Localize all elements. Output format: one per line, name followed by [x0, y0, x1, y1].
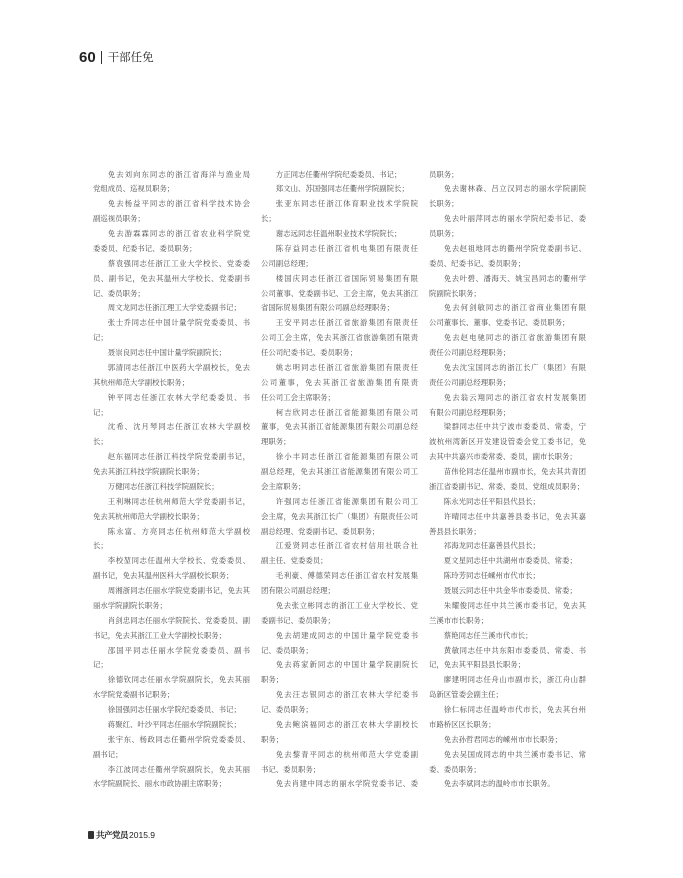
text-line: 员职务； [429, 229, 459, 238]
text-line: 许晴同志任中共嘉善县委书记，免去其嘉 [443, 511, 586, 521]
appointment-paragraph [93, 346, 250, 361]
text-line: 免去刘向东同志的浙江省海洋与渔业局 [107, 169, 250, 179]
text-line: 梁群同志任中共宁波市委委员、常委，宁 [443, 422, 586, 432]
text-line: 免去杨益平同志的浙江省科学技术协会 [107, 199, 250, 209]
text-line: 免去张立彬同志的浙江工业大学校长、党 [275, 600, 418, 610]
text-line: 副巡视员职务； [93, 214, 145, 224]
appointment-paragraph [429, 242, 586, 272]
text-line: 党组成员、巡视员职务； [93, 184, 175, 194]
text-line: 陈玲芳同志任嵊州市代市长； [443, 571, 540, 581]
text-line: 有限公司副总经理职务； [429, 407, 511, 417]
appointment-paragraph [93, 703, 250, 718]
text-line: 免去其杭州师范大学副校长职务； [93, 511, 204, 521]
text-line: 水学院副院长、丽水市政协副主席职务； [93, 779, 227, 789]
magazine-emblem-icon [88, 831, 94, 839]
appointment-paragraph [93, 227, 250, 257]
text-line: 记； [93, 333, 108, 343]
text-line: 书记、委员职务； [261, 764, 321, 774]
appointment-paragraph [429, 391, 586, 421]
text-line: 记，免去其平阳县县长职务； [429, 660, 526, 670]
text-line: 免去鲍滨福同志的浙江农林大学副校长 [275, 719, 418, 729]
text-line: 职务； [261, 734, 284, 744]
appointment-paragraph [93, 733, 250, 763]
text-line: 委员、纪委书记、委员职务； [429, 258, 526, 268]
appointment-paragraph [261, 748, 418, 778]
text-line: 会主席职务； [261, 481, 306, 491]
appointment-paragraph [261, 272, 418, 317]
page-number: 60 [79, 48, 96, 66]
text-line: 徐小丰同志任浙江省能源集团有限公司 [275, 452, 418, 462]
text-line: 免去吴国成同志的中共兰溪市委书记、常 [443, 749, 586, 759]
text-line: 团有限公司副总经理； [261, 586, 335, 595]
text-line: 记； [93, 660, 108, 670]
text-line: 姚志明同志任浙江省旅游集团有限责任 [275, 362, 418, 372]
text-line: 善县县长职务； [429, 526, 481, 536]
text-line: 书记，免去其浙江工业大学副校长职务； [93, 630, 227, 640]
text-line: 免去蒋家新同志的中国计量学院副院长 [275, 660, 418, 670]
text-line: 楼国庆同志任浙江省国际贸易集团有限 [275, 273, 418, 283]
text-line: 员、副书记，免去其温州大学校长、党委副书 [93, 273, 250, 283]
appointment-paragraph [429, 465, 586, 495]
text-line: 李校堃同志任温州大学校长、党委委员、 [107, 556, 250, 566]
appointment-paragraph [429, 495, 586, 510]
text-line: 陈存益同志任浙江省机电集团有限责任 [275, 243, 418, 253]
appointment-paragraph [261, 718, 418, 748]
text-line: 张亚东同志任浙江体育职业技术学院院 [275, 199, 418, 209]
text-line: 赵东福同志任浙江科技学院党委副书记， [107, 452, 250, 462]
text-line: 记； [93, 407, 108, 417]
appointment-paragraph [93, 584, 250, 614]
appointment-paragraph [429, 703, 586, 733]
text-line: 水学院党委副书记职务； [93, 690, 175, 700]
appointment-paragraph [429, 584, 586, 599]
appointment-paragraph [93, 168, 250, 198]
text-line: 免去赵祖地同志的衢州学院党委副书记、 [443, 243, 586, 253]
text-line: 免去叶丽萍同志的丽水学院纪委书记、委 [443, 214, 586, 224]
appointment-paragraph [261, 539, 418, 569]
text-line: 职务； [261, 675, 284, 685]
text-line: 张宇东、杨政同志任衢州学院党委委员、 [107, 734, 250, 744]
text-line: 免去何剑敏同志的浙江省商业集团有限 [443, 303, 586, 313]
appointment-paragraph [429, 569, 586, 584]
text-line: 徐仁标同志任温岭市代市长，免去其台州 [443, 705, 586, 714]
text-line: 免去汪志银同志的浙江农林大学纪委书 [275, 690, 418, 700]
text-line: 员职务； [429, 169, 459, 179]
text-line: 夏文星同志任中共湖州市委委员、常委； [443, 556, 577, 566]
text-line: 免去游霖霖同志的浙江省农业科学院党 [107, 229, 250, 238]
text-line: 免去黎青平同志的杭州师范大学党委副 [275, 749, 418, 759]
appointment-paragraph [261, 316, 418, 361]
appointment-paragraph [429, 510, 586, 540]
text-line: 其杭州师范大学副校长职务； [93, 377, 190, 387]
text-line: 徐国强同志任丽水学院纪委委员、书记； [107, 705, 241, 714]
text-line: 王利琳同志任杭州师范大学党委副书记， [107, 496, 250, 506]
text-line: 祁海龙同志任嘉善县代县长； [443, 541, 540, 551]
text-line: 张士乔同志任中国计量学院党委委员、书 [107, 318, 250, 328]
text-line: 陈永富、方亮同志任杭州师范大学副校 [107, 526, 250, 536]
text-line: 蔡艳同志任兰溪市代市长； [443, 630, 533, 640]
appointment-paragraph [429, 212, 586, 242]
appointment-paragraph [429, 733, 586, 748]
text-line: 聂崇良同志任中国计量学院副院长； [107, 348, 227, 357]
text-line: 免去胡建成同志的中国计量学院党委书 [275, 630, 418, 640]
appointment-paragraph [429, 748, 586, 778]
appointment-paragraph [93, 391, 250, 421]
appointment-paragraph [93, 480, 250, 495]
appointment-paragraph [261, 242, 418, 272]
text-line: 钟平同志任浙江农林大学纪委委员、书 [107, 392, 250, 402]
text-line: 长职务； [429, 199, 459, 209]
appointment-paragraph [93, 420, 250, 450]
text-line: 公司副总经理； [261, 258, 313, 268]
text-line: 委委员、纪委书记、委员职务； [93, 243, 197, 253]
text-line: 免去李斌同志的温岭市市长职务。 [443, 779, 555, 789]
text-line: 廖建明同志任舟山市副市长，浙江舟山群 [443, 675, 586, 685]
appointment-paragraph [261, 197, 418, 227]
appointment-paragraph [261, 182, 418, 197]
text-line: 邵国平同志任丽水学院党委委员、副书 [107, 645, 250, 655]
text-line: 公司董事长、董事、党委书记、委员职务； [429, 318, 570, 328]
text-line: 谢志远同志任温州职业技术学院院长； [275, 229, 402, 238]
appointment-paragraph [429, 182, 586, 212]
text-line: 陈永光同志任平阳县代县长； [443, 496, 540, 506]
text-column-1 [93, 168, 250, 793]
text-line: 长； [93, 437, 108, 447]
appointment-paragraph [93, 644, 250, 674]
appointment-paragraph [261, 569, 418, 599]
text-line: 责任公司副总经理职务； [429, 377, 511, 387]
text-line: 沈希、沈月琴同志任浙江农林大学副校 [107, 422, 250, 432]
text-line: 江爱贤同志任浙江省农村信用社联合社 [275, 541, 418, 551]
appointment-paragraph [261, 450, 418, 495]
text-line: 公司董事、党委副书记、工会主席，免去其浙江 [261, 288, 418, 298]
appointment-paragraph [93, 316, 250, 346]
text-line: 责任公司副总经理职务； [429, 348, 511, 357]
text-line: 公司董事，免去其浙江省旅游集团有限责 [261, 377, 418, 387]
appointment-paragraph [93, 450, 250, 480]
text-line: 副书记； [93, 749, 123, 759]
appointment-paragraph [429, 599, 586, 629]
text-line: 任公司纪委书记、委员职务； [261, 348, 358, 357]
appointment-paragraph [429, 272, 586, 302]
issue-date: 2015.9 [129, 830, 156, 840]
text-line: 副总经理、党委副书记、委员职务； [261, 526, 380, 536]
text-line: 苗伟伦同志任温州市副市长，免去其共青团 [443, 467, 586, 476]
text-line: 委副书记、委员职务； [261, 615, 335, 625]
text-line: 免去肖建中同志的丽水学院党委书记、委 [275, 779, 418, 789]
appointment-paragraph [429, 539, 586, 554]
text-line: 柯吉欣同志任浙江省能源集团有限公司 [275, 407, 418, 417]
text-line: 岛新区管委会副主任； [429, 690, 503, 700]
magazine-name: 共产党员 [96, 831, 129, 841]
text-line: 副总经理，免去其浙江省能源集团有限公司工 [261, 467, 418, 476]
text-line: 长； [93, 541, 108, 551]
text-line: 聂展云同志任中共金华市委委员、常委； [443, 586, 577, 595]
text-line: 公司工会主席，免去其浙江省旅游集团有限责 [261, 333, 418, 343]
text-line: 郑文山、苏国强同志任衢州学院副院长； [275, 184, 409, 194]
appointment-paragraph [93, 614, 250, 644]
appointment-paragraph [261, 599, 418, 629]
appointment-paragraph [261, 406, 418, 451]
text-line: 会主席，免去其浙江长广（集团）有限责任公司 [261, 511, 418, 521]
page-footer [88, 828, 155, 842]
appointment-paragraph [261, 168, 418, 183]
appointment-paragraph [429, 420, 586, 465]
text-line: 方正同志任衢州学院纪委委员、书记； [275, 169, 402, 179]
appointment-paragraph [429, 629, 586, 644]
text-line: 毛利豪、傅德荣同志任浙江省农村发展集 [275, 571, 418, 581]
text-line: 蔡袁强同志任浙江工业大学校长、党委委 [107, 258, 250, 268]
appointment-paragraph [93, 763, 250, 793]
text-column-3 [429, 168, 586, 793]
text-line: 周湘浙同志任丽水学院党委副书记，免去其 [107, 586, 250, 595]
text-line: 去其中共嘉兴市委常委、委员，副市长职务； [429, 452, 577, 462]
text-line: 记、委员职务； [261, 645, 313, 655]
text-line: 丽水学院副院长职务； [93, 600, 167, 610]
appointment-paragraph [429, 673, 586, 703]
appointment-paragraph [429, 301, 586, 331]
text-line: 郭清同志任浙江中医药大学副校长，免去 [107, 362, 250, 372]
text-line: 蒋聚红、叶沙平同志任丽水学院副院长； [107, 719, 241, 729]
text-line: 院副院长职务； [429, 288, 481, 298]
text-line: 王安平同志任浙江省旅游集团有限责任 [275, 318, 418, 328]
appointment-paragraph [429, 168, 586, 183]
appointment-paragraph [93, 718, 250, 733]
section-title: 干部任免 [107, 50, 154, 64]
text-line: 长； [261, 214, 276, 224]
appointment-paragraph [261, 688, 418, 718]
text-line: 浙江省委副书记、常委、委员、党组成员职务； [429, 481, 585, 491]
appointment-paragraph [93, 257, 250, 302]
appointment-paragraph [429, 331, 586, 361]
appointment-paragraph [261, 361, 418, 406]
text-line: 免去翁云翔同志的浙江省农村发展集团 [443, 392, 586, 402]
text-line: 周文龙同志任浙江理工大学党委副书记； [107, 303, 241, 313]
text-line: 记、委员职务； [93, 288, 145, 298]
appointment-paragraph [429, 554, 586, 569]
text-line: 李江波同志任衢州学院副院长，免去其丽 [107, 764, 250, 774]
appointment-paragraph [261, 658, 418, 688]
text-line: 万健同志任浙江科技学院副院长； [107, 481, 219, 491]
appointment-paragraph [261, 495, 418, 540]
text-line: 委、委员职务； [429, 764, 481, 774]
appointment-paragraph [93, 495, 250, 525]
text-line: 免去其浙江科技学院副院长职务； [93, 467, 204, 476]
appointment-paragraph [93, 554, 250, 584]
appointment-paragraph [93, 197, 250, 227]
text-line: 记、委员职务； [261, 705, 313, 714]
text-line: 副书记，免去其温州医科大学副校长职务； [93, 571, 234, 581]
text-line: 市路桥区区长职务； [429, 719, 496, 729]
text-line: 副主任、党委委员； [261, 556, 328, 566]
appointment-paragraph [429, 361, 586, 391]
appointment-paragraph [93, 361, 250, 391]
page-header [79, 46, 154, 68]
appointment-paragraph [261, 227, 418, 242]
appointment-paragraph [93, 525, 250, 555]
header-divider [101, 51, 102, 64]
text-line: 朱耀俊同志任中共兰溪市委书记，免去其 [443, 600, 586, 610]
text-line: 波杭州湾新区开发建设管委会党工委书记，免 [429, 437, 586, 447]
text-line: 肖剑忠同志任丽水学院院长、党委委员、副 [107, 615, 250, 625]
text-line: 免去叶碧、潘海天、姚宝昌同志的衢州学 [443, 273, 586, 283]
appointment-paragraph [429, 644, 586, 674]
appointment-paragraph [93, 301, 250, 316]
appointment-paragraph [261, 777, 418, 792]
text-line: 免去谢林森、吕立汉同志的丽水学院副院 [443, 184, 586, 194]
appointment-paragraph [261, 629, 418, 659]
text-line: 理职务； [261, 437, 291, 447]
text-column-2 [261, 168, 418, 793]
text-line: 徐德钦同志任丽水学院副院长，免去其丽 [107, 675, 250, 685]
text-line: 董事，免去其浙江省能源集团有限公司副总经 [261, 422, 418, 432]
text-line: 许强同志任浙江省能源集团有限公司工 [275, 496, 418, 506]
text-line: 免去沈宝国同志的浙江长广（集团）有限 [443, 362, 586, 372]
text-line: 免去赵电驰同志的浙江省旅游集团有限 [443, 333, 586, 343]
text-line: 省国际贸易集团有限公司副总经理职务； [261, 303, 395, 313]
appointment-paragraph [429, 777, 586, 792]
text-line: 黄敏同志任中共东阳市委委员、常委、书 [443, 645, 586, 655]
appointment-paragraph [93, 673, 250, 703]
text-line: 免去孙哲君同志的嵊州市市长职务； [443, 734, 563, 744]
text-line: 任公司工会主席职务； [261, 392, 335, 402]
text-line: 兰溪市市长职务； [429, 615, 489, 625]
